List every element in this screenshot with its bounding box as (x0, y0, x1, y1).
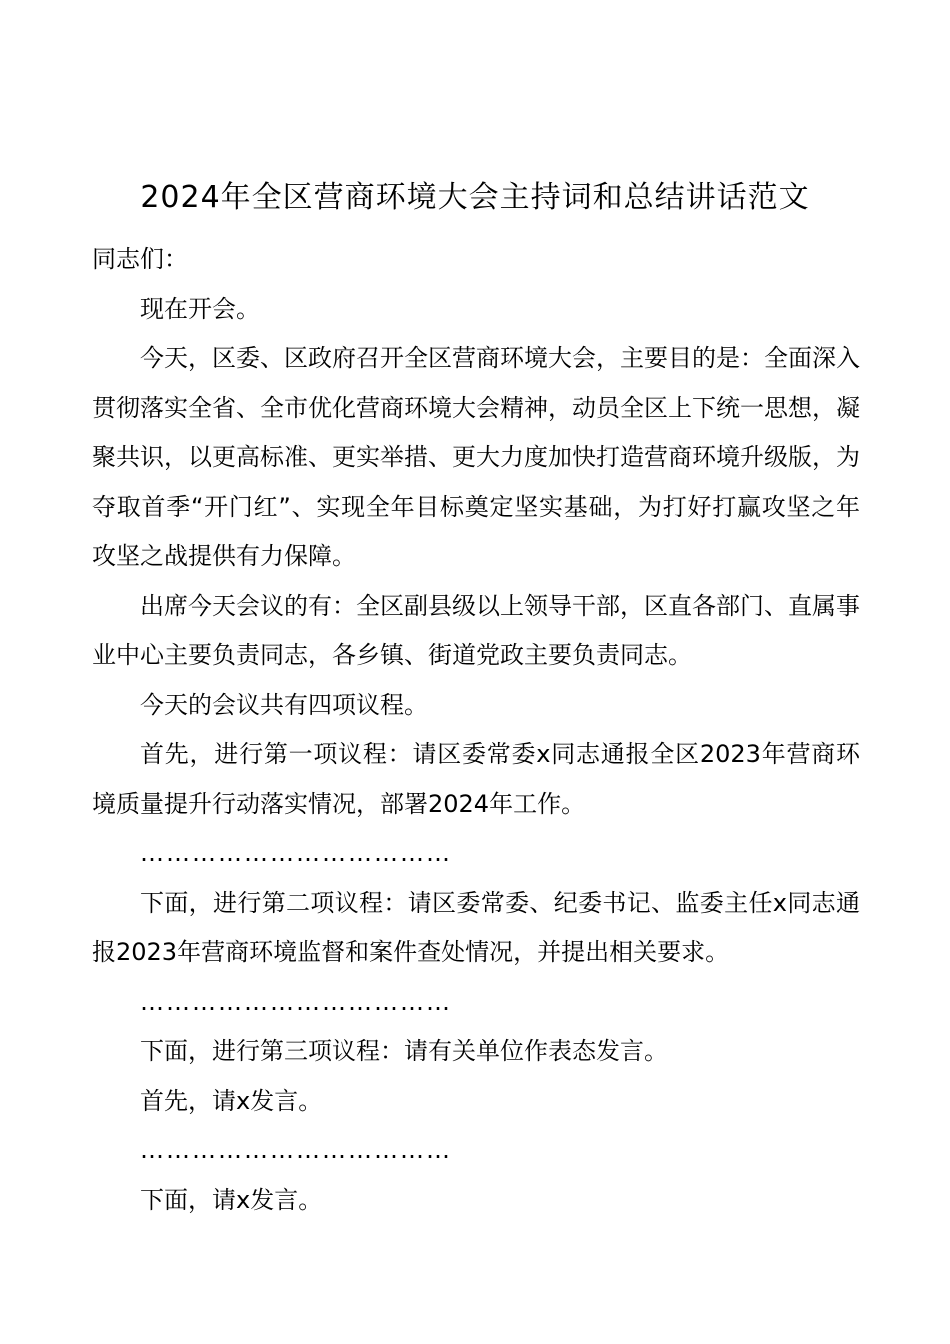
paragraph-agenda-item-1: 首先，进行第一项议程：请区委常委x同志通报全区2023年营商环境质量提升行动落实情况，部署2024年工作。 (92, 740, 860, 818)
salutation: 同志们： (92, 245, 188, 273)
paragraph-first-speaker: 首先，请x发言。 (140, 1086, 323, 1115)
paragraph-agenda-item-3: 下面，进行第三项议程：请有关单位作表态发言。 (140, 1037, 668, 1065)
paragraph-agenda-count: 今天的会议共有四项议程。 (140, 690, 428, 719)
document-title: 2024年全区营商环境大会主持词和总结讲话范文 (140, 180, 810, 215)
paragraph-next-speaker: 下面，请x发言。 (140, 1185, 323, 1214)
paragraph-attendees: 出席今天会议的有：全区副县级以上领导干部，区直各部门、直属事业中心主要负责同志，各乡镇、街道党政主要负责同志。 (92, 591, 860, 669)
paragraph-purpose: 今天，区委、区政府召开全区营商环境大会，主要目的是：全面深入贯彻落实全省、全市优化营商环境大会精神，动员全区上下统一思想，凝聚共识，以更高标准、更实举措、更大力度加快打造营商环境升级版，为夺取首季“开门红”、实现全年目标奠定坚实基础，为打好打赢攻坚之年攻坚之战提供有力保障。 (92, 344, 860, 570)
document-body (92, 235, 860, 1225)
paragraph-opening: 现在开会。 (140, 294, 260, 323)
ellipsis-separator: ……………………………… (140, 987, 452, 1016)
ellipsis-separator: ……………………………… (140, 839, 452, 867)
paragraph-agenda-item-2: 下面，进行第二项议程：请区委常委、纪委书记、监委主任x同志通报2023年营商环境监督和案件查处情况，并提出相关要求。 (92, 888, 860, 966)
ellipsis-separator: ……………………………… (140, 1136, 452, 1164)
